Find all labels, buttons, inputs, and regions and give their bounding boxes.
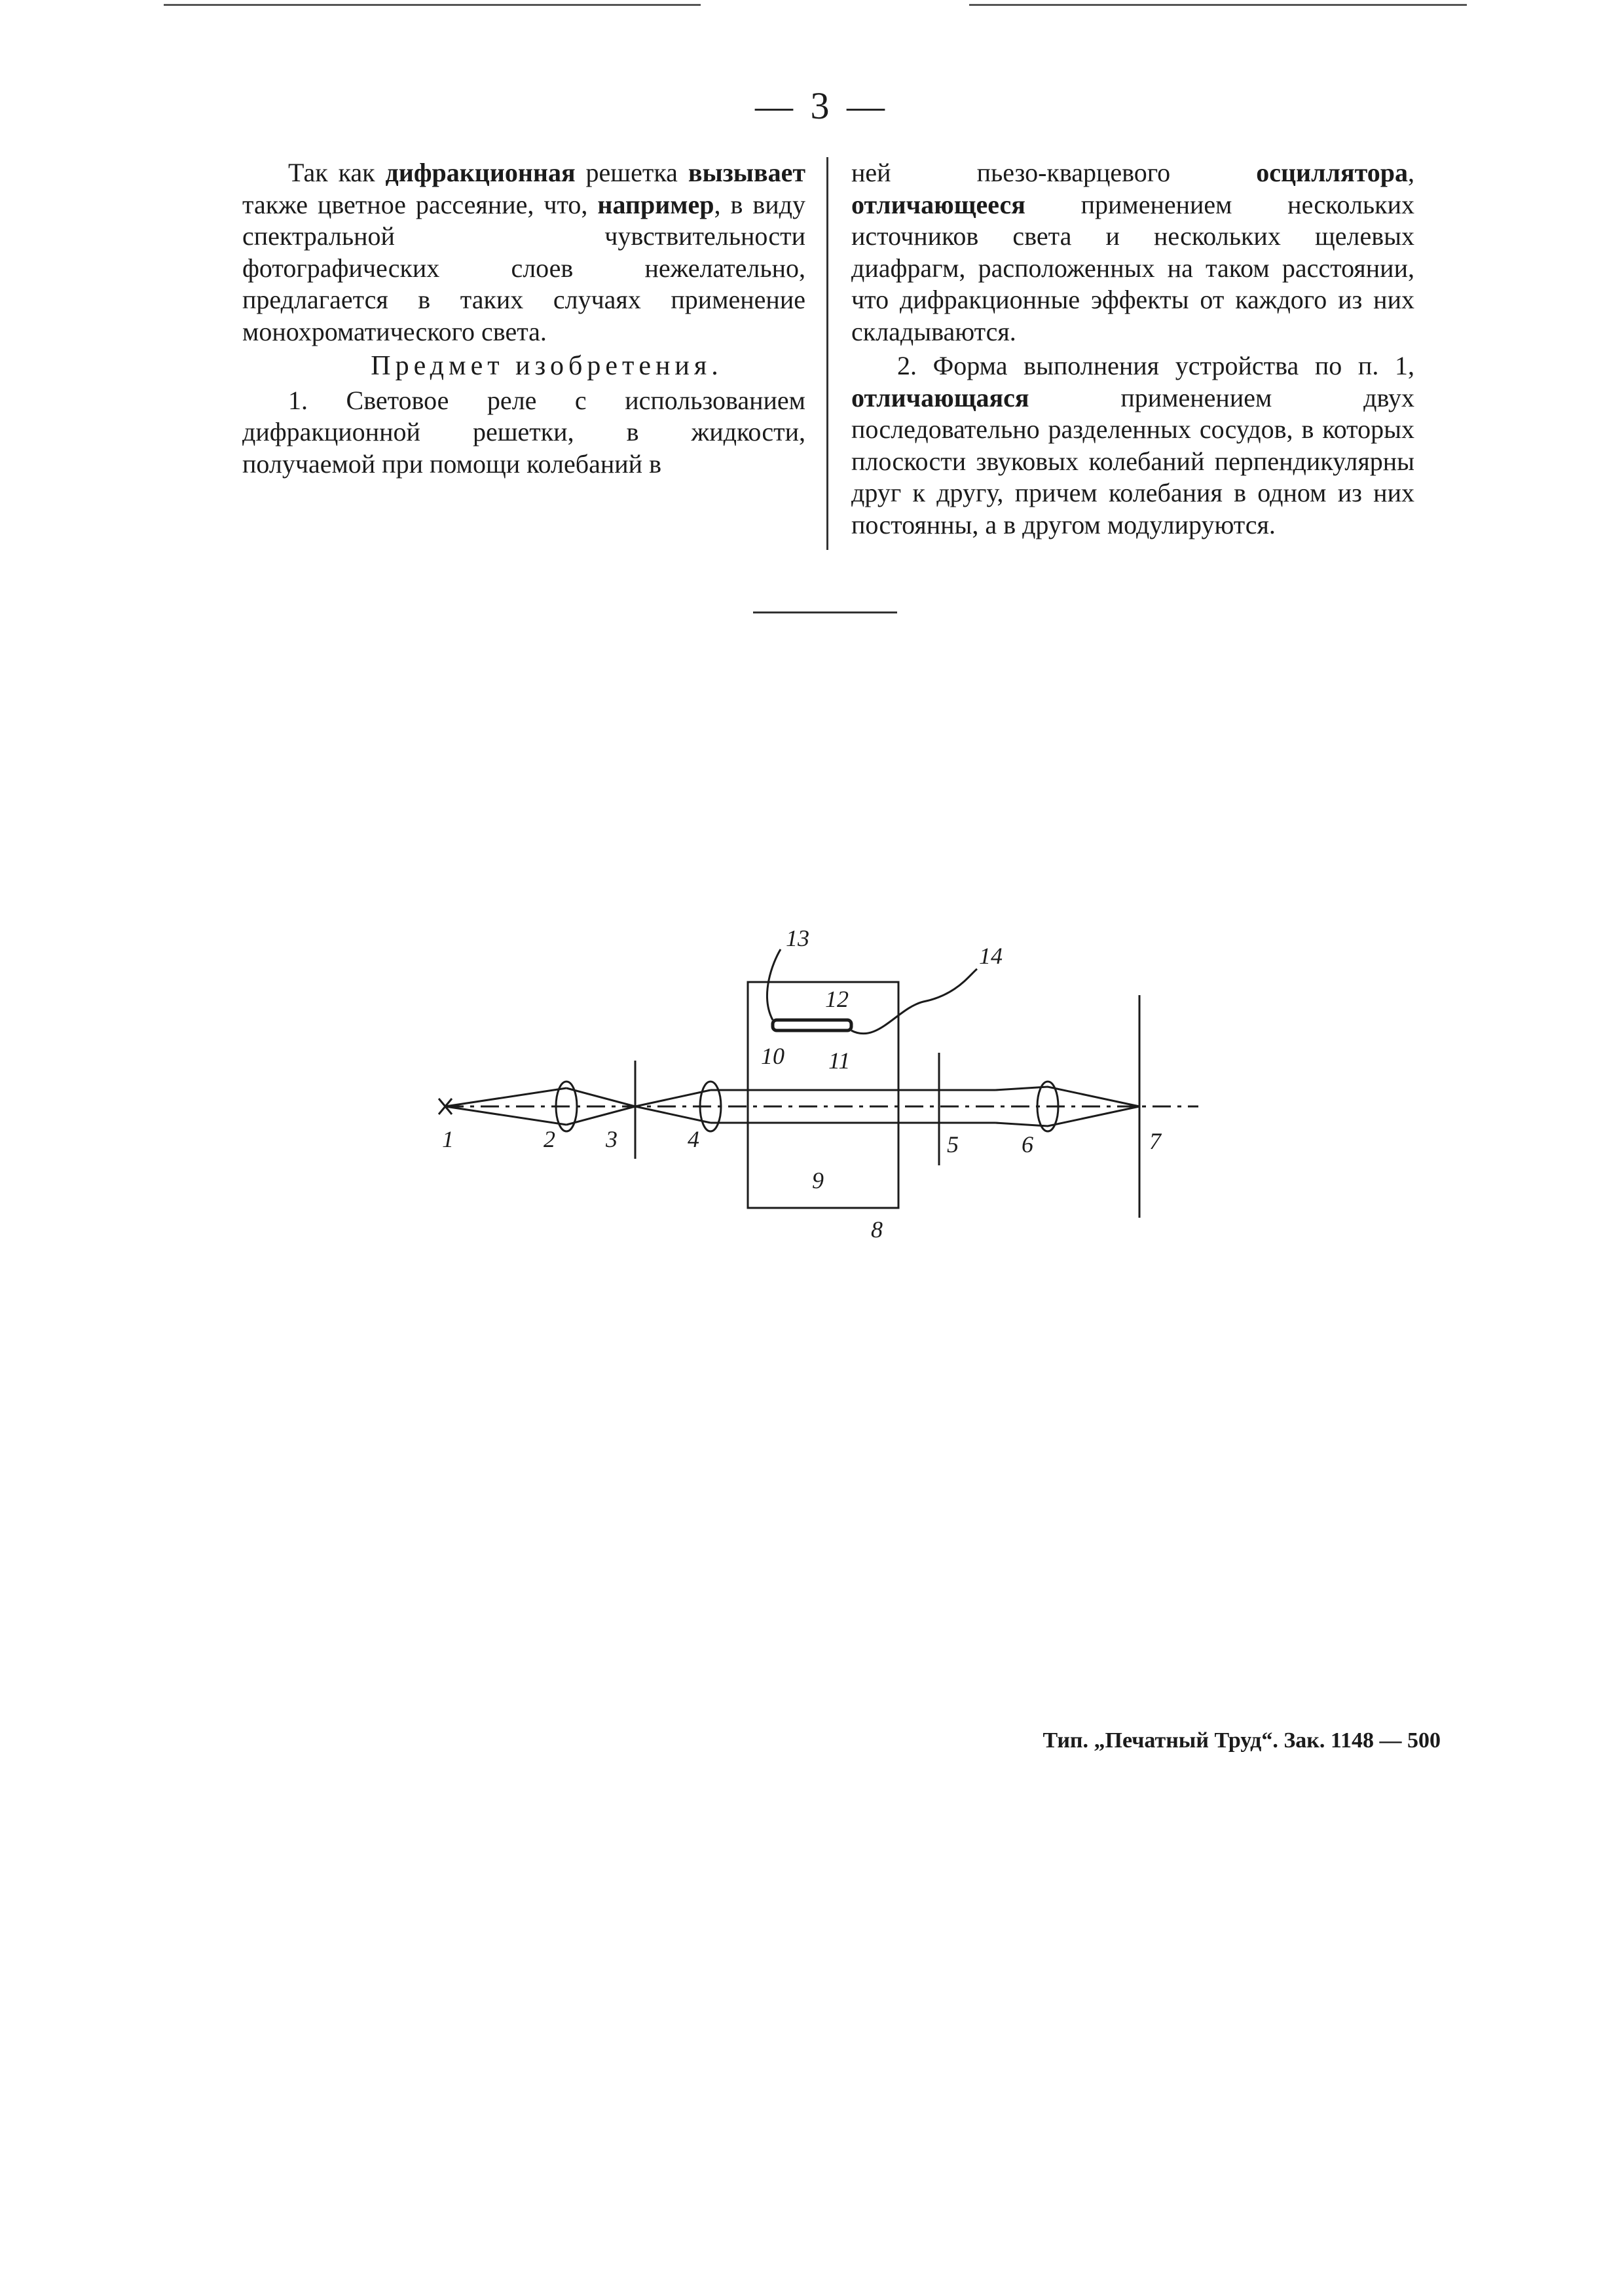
label-6: 6 bbox=[1022, 1131, 1033, 1157]
top-rule-right bbox=[969, 4, 1467, 6]
label-3: 3 bbox=[605, 1126, 618, 1152]
bold-term: дифракционная bbox=[386, 158, 576, 187]
figure-labels bbox=[442, 925, 1162, 1243]
text-fragment: ней пьезо-кварцевого bbox=[851, 158, 1256, 187]
label-8: 8 bbox=[871, 1216, 883, 1243]
text-fragment: Так как bbox=[288, 158, 386, 187]
left-column bbox=[242, 157, 805, 480]
bold-term: например bbox=[597, 190, 714, 219]
label-10: 10 bbox=[761, 1043, 784, 1069]
bold-term: отличающееся bbox=[851, 190, 1025, 219]
section-separator bbox=[753, 611, 897, 613]
column-divider bbox=[826, 157, 828, 550]
text-fragment: 2. Форма выполнения устройства по п. 1, bbox=[897, 351, 1414, 380]
label-14: 14 bbox=[979, 943, 1003, 969]
label-5: 5 bbox=[947, 1131, 959, 1157]
text-fragment: применением нескольких источников света и нескольких щелевых диафрагм, расположенных на таком расстоянии, что дифракционные эффекты от каждого из них складываются. bbox=[851, 190, 1414, 346]
section-title: Предмет изобретения. bbox=[242, 350, 805, 382]
right-column bbox=[851, 157, 1414, 541]
lead-14 bbox=[851, 969, 977, 1034]
claim-1-start: 1. Световое реле с использованием дифракционной решетки, в жидкости, получаемой при помощи колебаний в bbox=[242, 385, 805, 481]
text-fragment: , bbox=[1408, 158, 1414, 187]
bold-term: осциллятора bbox=[1256, 158, 1408, 187]
label-13: 13 bbox=[786, 925, 809, 951]
printer-imprint: Тип. „Печатный Труд“. Зак. 1148 — 500 bbox=[943, 1728, 1441, 1753]
bold-term: вызывает bbox=[688, 158, 805, 187]
label-7: 7 bbox=[1149, 1128, 1162, 1154]
document-page bbox=[0, 0, 1624, 2296]
quartz-crystal-12 bbox=[773, 1020, 851, 1030]
text-fragment: решетка bbox=[576, 158, 688, 187]
top-rule-left bbox=[164, 4, 701, 6]
label-12: 12 bbox=[825, 986, 849, 1012]
text-fragment: применением двух последовательно разделенных сосудов, в которых плоскости звуковых колебаний перпендикулярны друг к другу, причем колебания в одном из них постоянны, а в другом модулируются. bbox=[851, 383, 1414, 539]
claim-2 bbox=[851, 350, 1414, 541]
left-paragraph-1 bbox=[242, 157, 805, 348]
text-fragment: также цветное рассеяние, что, bbox=[242, 190, 597, 219]
label-9: 9 bbox=[812, 1167, 824, 1194]
text-fragment: , в виду спектральной чувствительности фотографических слоев нежелательно, предлагается в таких случаях применение монохроматического света. bbox=[242, 190, 805, 346]
label-4: 4 bbox=[688, 1126, 699, 1152]
lead-13 bbox=[767, 949, 781, 1020]
label-11: 11 bbox=[828, 1048, 850, 1074]
claim-1-continuation bbox=[851, 157, 1414, 348]
label-2: 2 bbox=[544, 1126, 555, 1152]
page-number: — 3 — bbox=[747, 84, 897, 128]
label-1: 1 bbox=[442, 1126, 454, 1152]
bold-term: отличающаяся bbox=[851, 383, 1029, 412]
optical-diagram bbox=[419, 903, 1231, 1270]
